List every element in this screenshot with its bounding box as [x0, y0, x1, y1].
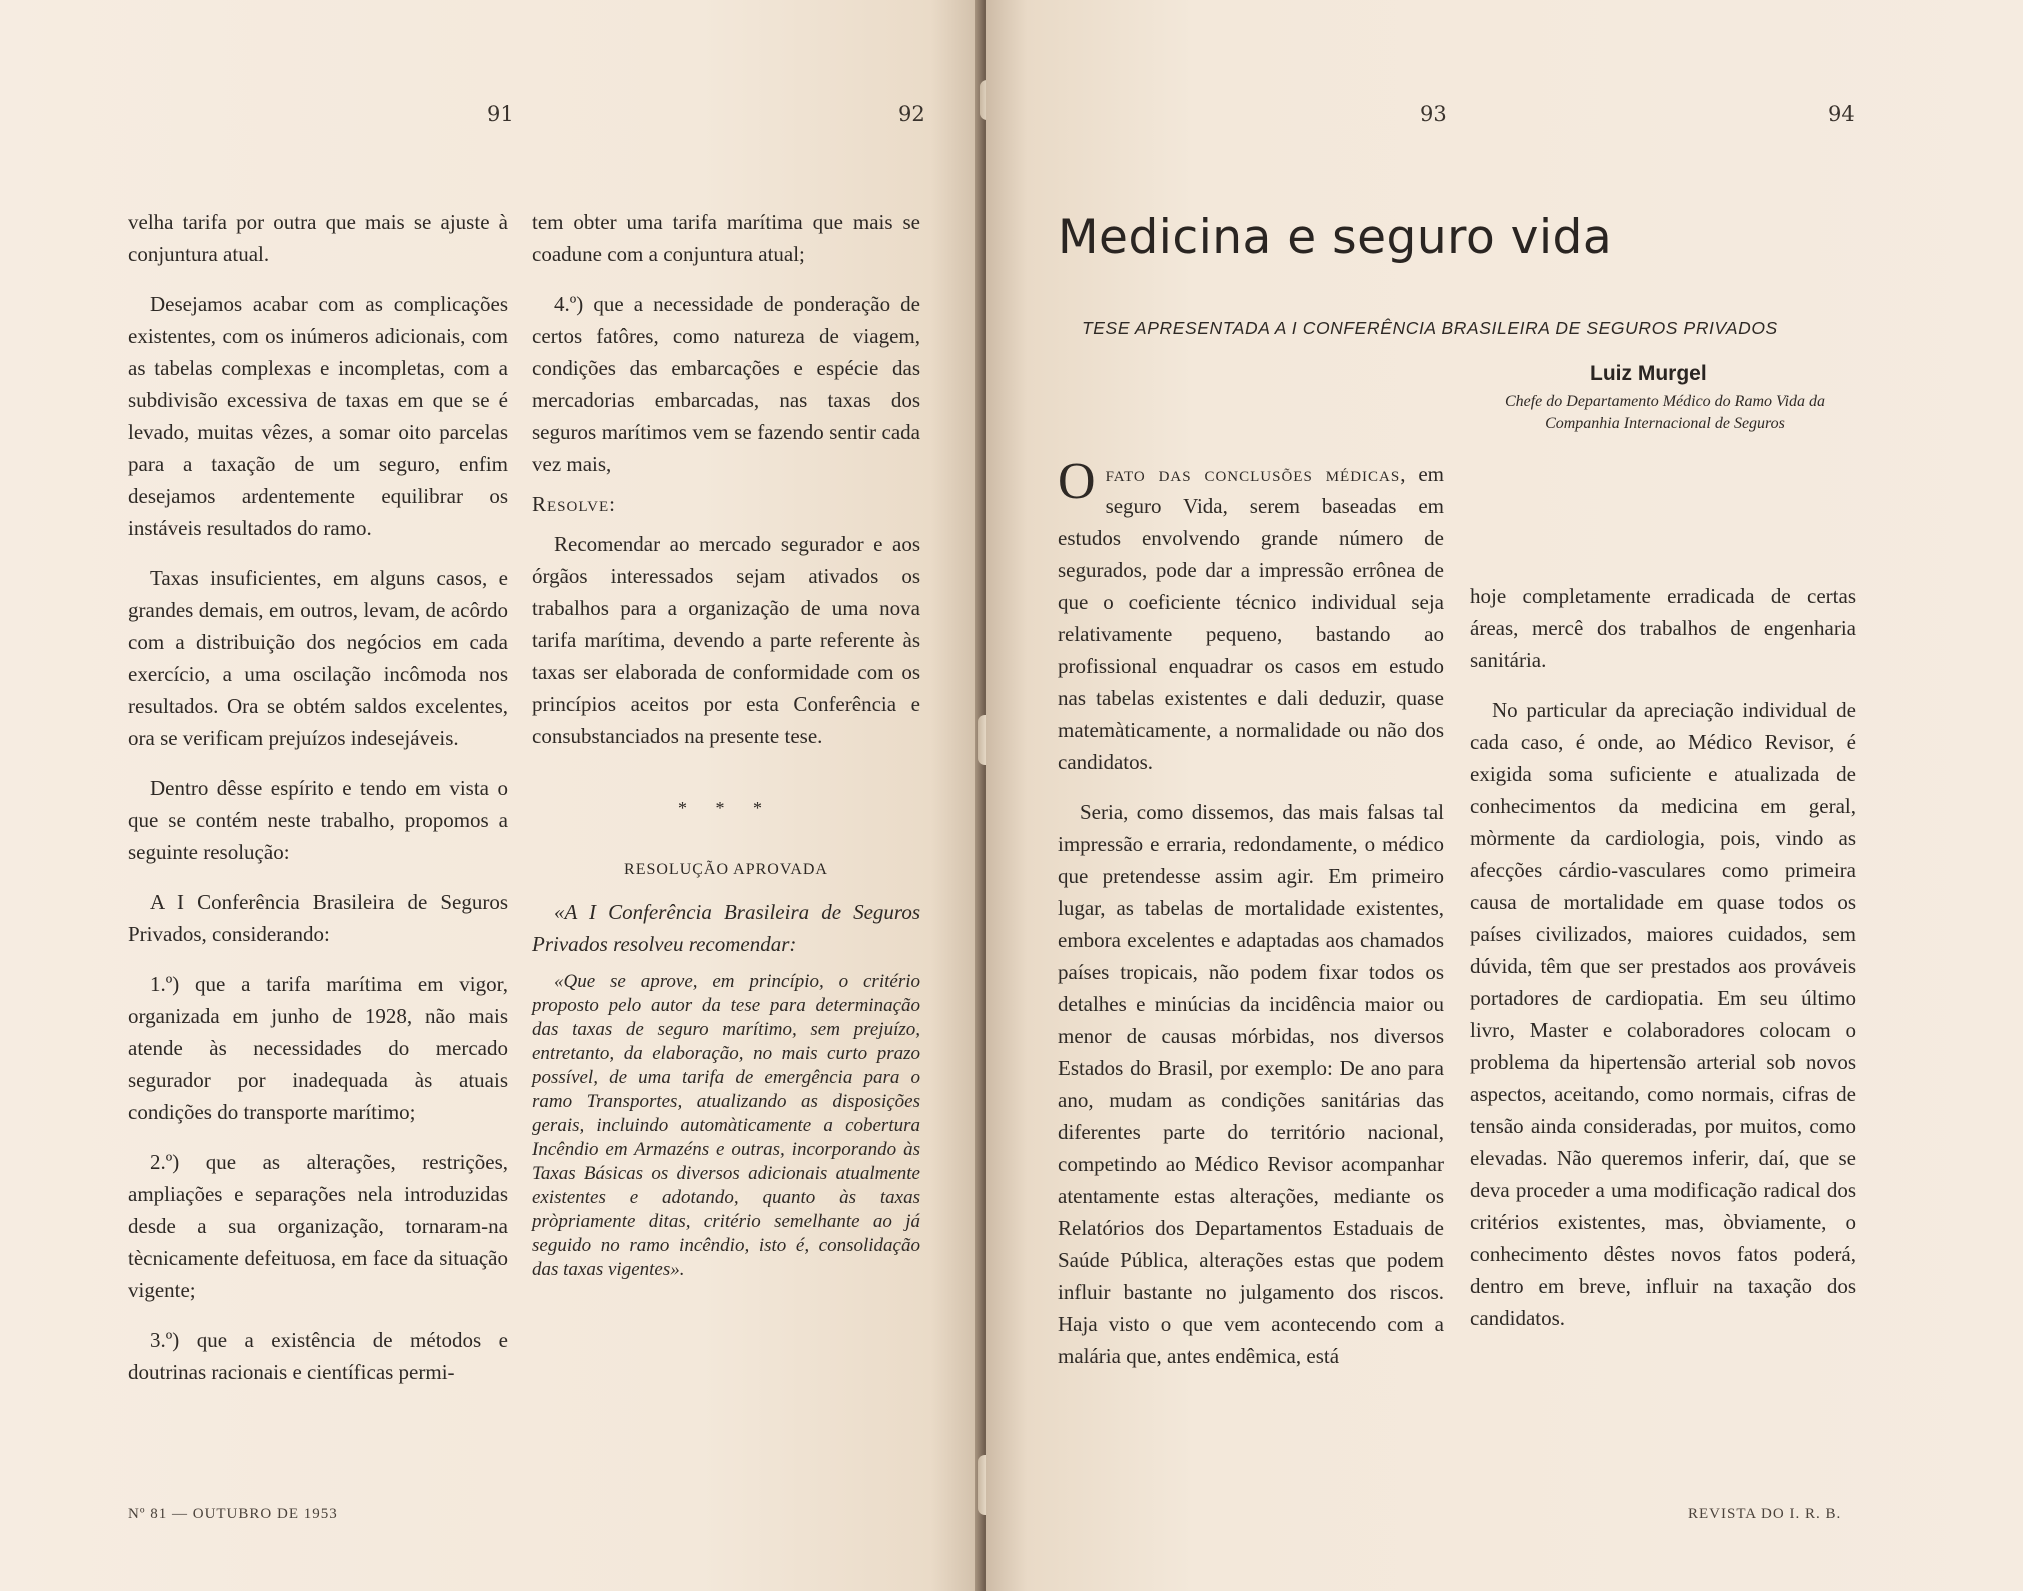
- footer-journal: REVISTA DO I. R. B.: [1688, 1506, 1842, 1522]
- resolution-intro: «A I Conferência Brasileira de Seguros Privados resolveu recomendar:: [532, 900, 920, 956]
- article-subtitle: TESE APRESENTADA A I CONFERÊNCIA BRASILEIRA DE SEGUROS PRIVADOS: [1082, 318, 1778, 338]
- author-name: Luiz Murgel: [1590, 362, 1707, 385]
- paragraph: Desejamos acabar com as complicações existentes, com os inúmeros adicionais, com as tabelas complexas e incompletas, com a subdivisão excessiva de taxas em que se é levado, muitas vêzes, a somar oito parcelas para a taxação de um seguro, enfim desejamos ardentemente equilibrar os instáveis resultados do ramo.: [128, 292, 508, 540]
- list-item: 3.º) que a existência de métodos e doutrinas racionais e científicas permi-: [128, 1328, 508, 1384]
- resolution-text: «Que se aprove, em princípio, o critério proposto pelo autor da tese para determinação das taxas de seguro marítimo, sem prejuízo, entretanto, da elaboração, no mais curto prazo possível, de uma tarifa de emergência para o ramo Transportes, atualizando as disposições gerais, incluindo automàticamente a cobertura Incêndio em Armazéns e outras, incorporando às Taxas Básicas os diversos adicionais atualmente existentes e adotando, quanto às taxas pròpriamente ditas, critério semelhante ao já seguido no ramo incêndio, isto é, consolidação das taxas vigentes».: [532, 971, 920, 1280]
- drop-cap: O: [1058, 453, 1096, 510]
- paragraph: Taxas insuficientes, em alguns casos, e grandes demais, em outros, levam, de acôrdo com a distribuição dos negócios em cada exercício, a uma oscilação incômoda nos resultados. Ora se obtém saldos excelentes, ora se verificam prejuízos indesejáveis.: [128, 566, 508, 750]
- column-page-92: [532, 206, 920, 1300]
- list-item: 4.º) que a necessidade de ponderação de certos fatôres, como natureza de viagem, condições das embarcações e espécie das mercadorias embarcadas, nas taxas dos seguros marítimos vem se fazendo sentir cada vez mais,: [532, 292, 920, 476]
- list-item: 2.º) que as alterações, restrições, ampliações e separações nela introduzidas desde a sua organização, tornaram-na tècnicamente defeituosa, em face da situação vigente;: [128, 1150, 508, 1302]
- paragraph: hoje completamente erradicada de certas áreas, mercê dos trabalhos de engenharia sanitária.: [1470, 584, 1856, 672]
- lead-in: fato das conclusões médicas,: [1105, 462, 1407, 486]
- paragraph-text: em seguro Vida, serem baseadas em estudos envolvendo grande número de segurados, pode dar a impressão errônea de que o coeficiente técnico individual seja relativamente pequeno, bastando ao profissional enquadrar os casos em estudo nas tabelas existentes e dali deduzir, quase matemàticamente, a normalidade ou não dos candidatos.: [1058, 462, 1444, 774]
- page-number-93: 93: [1420, 102, 1447, 126]
- list-item: 1.º) que a tarifa marítima em vigor, organizada em junho de 1928, não mais atende às necessidades do mercado segurador por inadequada às atuais condições do transporte marítimo;: [128, 972, 508, 1124]
- paragraph: No particular da apreciação individual de cada caso, é onde, ao Médico Revisor, é exigida soma suficiente e atualizada de conhecimentos da medicina em geral, mòrmente da cardiologia, pois, vindo as afecções cárdio-vasculares como primeira causa de mortalidade em quase todos os países civilizados, maiores cuidados, sem dúvida, têm que ser prestados aos prováveis portadores de cardiopatia. Em seu último livro, Master e colaboradores colocam o problema da hipertensão arterial sob novos aspectos, aceitando, como normais, cifras de tensão ainda consideradas, por muitos, como elevadas. Não queremos inferir, daí, que se deva proceder a uma modificação radical dos critérios existentes, mas, òbviamente, o conhecimento dêstes novos fatos poderá, dentro em breve, influir na taxação dos candidatos.: [1470, 698, 1856, 1330]
- column-page-94: [1470, 580, 1856, 1352]
- column-page-91: [128, 206, 508, 1406]
- paragraph: A I Conferência Brasileira de Seguros Privados, considerando:: [128, 890, 508, 946]
- paragraph: Seria, como dissemos, das mais falsas tal impressão e erraria, redondamente, o médico que pretendesse assim agir. Em primeiro lugar, as tabelas de mortalidade existentes, embora excelentes e adaptadas aos chamados países tropicais, não podem fixar todos os detalhes e minúcias da incidência maior ou menor de causas mórbidas, nos diversos Estados do Brasil, por exemplo: De ano para ano, mudam as condições sanitárias das diferentes parte do território nacional, competindo ao Médico Revisor acompanhar atentamente estas alterações, mediante os Relatórios dos Departamentos Estaduais de Saúde Pública, alterações estas que podem influir bastante no julgamento dos riscos. Haja visto o que vem acontecendo com a malária que, antes endêmica, está: [1058, 800, 1444, 1368]
- article-title: Medicina e seguro vida: [1058, 210, 1613, 265]
- page-number-92: 92: [898, 102, 925, 126]
- paragraph: Dentro dêsse espírito e tendo em vista o que se contém neste trabalho, propomos a seguinte resolução:: [128, 776, 508, 864]
- paragraph: tem obter uma tarifa marítima que mais se coadune com a conjuntura atual;: [532, 210, 920, 266]
- left-page: [0, 0, 1000, 1591]
- resolution-heading: RESOLUÇÃO APROVADA: [624, 861, 828, 878]
- page-number-94: 94: [1828, 102, 1855, 126]
- paragraph: Recomendar ao mercado segurador e aos órgãos interessados sejam ativados os trabalhos para a organização de uma nova tarifa marítima, devendo a parte referente às taxas ser elaborada de conformidade com os princípios aceitos por esta Conferência e consubstanciados na presente tese.: [532, 532, 920, 748]
- author-affiliation: Chefe do Departamento Médico do Ramo Vida da Companhia Internacional de Seguros: [1504, 393, 1826, 432]
- page-number-91: 91: [487, 102, 514, 126]
- resolve-label: Resolve:: [532, 492, 616, 516]
- column-page-93: [1058, 453, 1444, 1390]
- paragraph: velha tarifa por outra que mais se ajuste à conjuntura atual.: [128, 210, 508, 266]
- section-separator: * * *: [678, 798, 774, 818]
- paragraph: [1058, 453, 1444, 778]
- footer-issue: Nº 81 — OUTUBRO DE 1953: [128, 1506, 338, 1522]
